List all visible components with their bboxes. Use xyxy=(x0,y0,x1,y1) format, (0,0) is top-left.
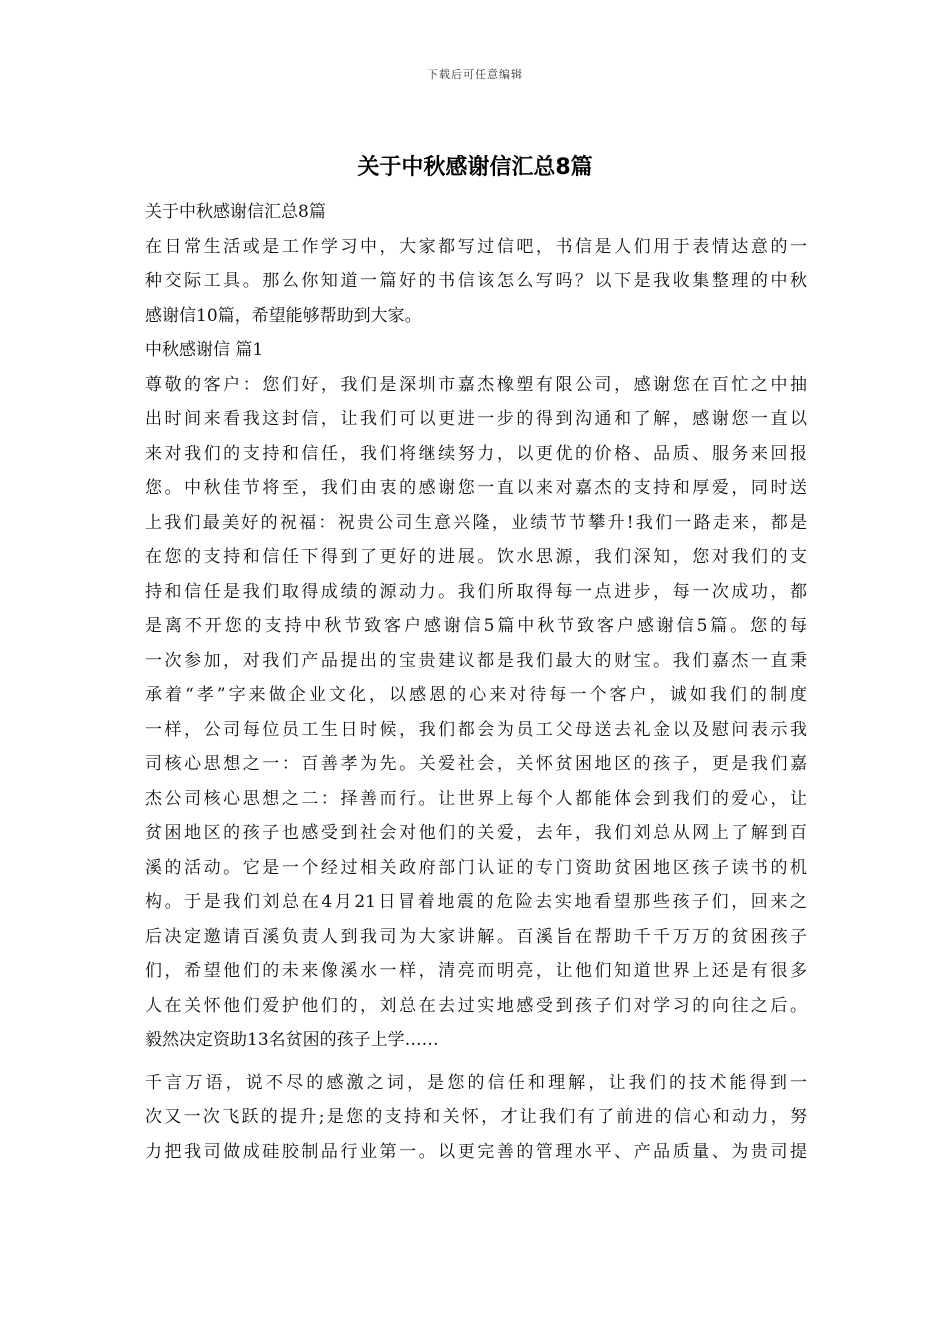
text-line: 尊敬的客户：您们好，我们是深圳市嘉杰橡塑有限公司，感谢您在百忙之中抽 xyxy=(145,374,807,395)
text-line: 人在关怀他们爱护他们的，刘总在去过实地感受到孩子们对学习的向往之后。 xyxy=(145,995,807,1016)
paragraph-gap xyxy=(145,1058,807,1066)
text-line: 杰公司核心思想之二：择善而行。让世界上每个人都能体会到我们的爱心，让 xyxy=(145,788,807,809)
text-line: 一次参加，对我们产品提出的宝贵建议都是我们最大的财宝。我们嘉杰一直秉 xyxy=(145,650,807,671)
text-line: 是离不开您的支持中秋节致客户感谢信5篇中秋节致客户感谢信5篇。您的每 xyxy=(145,616,807,636)
text-line: 您。中秋佳节将至，我们由衷的感谢您一直以来对嘉杰的支持和厚爱，同时送 xyxy=(145,478,807,498)
text-line: 来对我们的支持和信任，我们将继续努力，以更优的价格、品质、服务来回报 xyxy=(145,443,807,464)
text-line: 在日常生活或是工作学习中，大家都写过信吧，书信是人们用于表情达意的一 xyxy=(145,236,807,257)
text-line: 上我们最美好的祝福：祝贵公司生意兴隆，业绩节节攀升!我们一路走来，都是 xyxy=(145,512,807,533)
document-title: 关于中秋感谢信汇总8篇 xyxy=(357,155,593,180)
header-note: 下载后可任意编辑 xyxy=(427,68,523,81)
subtitle-line: 关于中秋感谢信汇总8篇 xyxy=(145,202,326,222)
text-line: 贫困地区的孩子也感受到社会对他们的关爱，去年，我们刘总从网上了解到百 xyxy=(145,823,807,843)
section-heading: 中秋感谢信 篇1 xyxy=(145,340,264,360)
text-line: 承着“孝”字来做企业文化，以感恩的心来对待每一个客户，诚如我们的制度 xyxy=(145,685,807,705)
text-line: 构。于是我们刘总在4月21日冒着地震的危险去实地看望那些孩子们，回来之 xyxy=(145,892,807,912)
text-line: 后决定邀请百溪负责人到我司为大家讲解。百溪旨在帮助千千万万的贫困孩子 xyxy=(145,926,807,947)
text-line: 溪的活动。它是一个经过相关政府部门认证的专门资助贫困地区孩子读书的机 xyxy=(145,857,807,878)
text-line: 司核心思想之一：百善孝为先。关爱社会，关怀贫困地区的孩子，更是我们嘉 xyxy=(145,754,807,774)
text-line: 感谢信10篇，希望能够帮助到大家。 xyxy=(145,305,422,326)
text-line: 一样，公司每位员工生日时候，我们都会为员工父母送去礼金以及慰问表示我 xyxy=(145,719,807,740)
text-line: 在您的支持和信任下得到了更好的进展。饮水思源，我们深知，您对我们的支 xyxy=(145,547,807,567)
document-body xyxy=(145,195,807,1169)
text-line: 毅然决定资助13名贫困的孩子上学…… xyxy=(145,1030,439,1050)
text-line: 力把我司做成硅胶制品行业第一。以更完善的管理水平、产品质量、为贵司提 xyxy=(145,1141,807,1162)
text-line: 千言万语，说不尽的感激之词，是您的信任和理解，让我们的技术能得到一 xyxy=(145,1072,807,1093)
text-line: 种交际工具。那么你知道一篇好的书信该怎么写吗？以下是我收集整理的中秋 xyxy=(145,271,807,291)
text-line: 们，希望他们的未来像溪水一样，清亮而明亮，让他们知道世界上还是有很多 xyxy=(145,961,807,981)
text-line: 出时间来看我这封信，让我们可以更进一步的得到沟通和了解，感谢您一直以 xyxy=(145,409,807,429)
text-line: 持和信任是我们取得成绩的源动力。我们所取得每一点进步，每一次成功，都 xyxy=(145,581,807,602)
text-line: 次又一次飞跃的提升;是您的支持和关怀，才让我们有了前进的信心和动力，努 xyxy=(145,1107,807,1127)
